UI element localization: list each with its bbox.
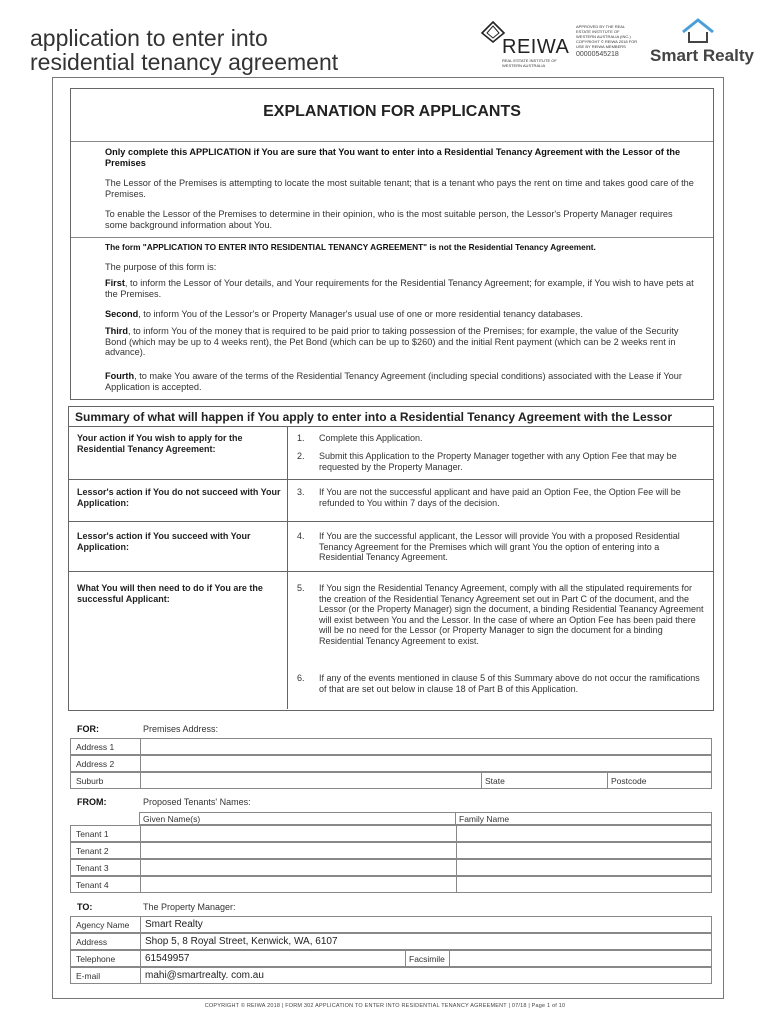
approval-code: 0000054521​8 (576, 51, 619, 58)
tenant-label: Tenant 3 (76, 863, 109, 873)
summary-table (68, 406, 714, 711)
approval-notice (576, 24, 640, 57)
summary-row-label: Lessor's action if You do not succeed with Your Application: (77, 487, 281, 508)
summary-item-number: 4. (297, 531, 305, 541)
purpose-second-label: Second (105, 309, 139, 319)
address1-row (70, 738, 712, 755)
field-divider (140, 756, 141, 771)
summary-heading: Summary of what will happen if You apply to enter into a Residential Tenancy Agreement with the Lessor (69, 407, 713, 427)
field-divider (140, 739, 141, 754)
address-label: Address (76, 937, 108, 947)
document-title (30, 26, 338, 74)
telephone-label: Telephone (76, 954, 116, 964)
approval-text: APPROVED BY THE REAL ESTATE INSTITUTE OF WESTERN AUSTRALIA (INC.) COPYRIGHT © REIWA 2018 FOR USE BY REIWA MEMBERS (576, 24, 638, 49)
address-field[interactable]: Shop 5, 8 Royal Street, Kenwick, WA, 6107 (145, 936, 338, 947)
agency-field[interactable]: Smart Realty (145, 919, 203, 930)
email-field[interactable]: mahi@smartrealty. com.au (145, 970, 264, 981)
tenants-title: Proposed Tenants' Names: (143, 797, 251, 807)
divider (71, 237, 713, 238)
explanation-para1: The Lessor of the Premises is attempting to locate the most suitable tenant; that is a tenant who pays the rent on time and takes good care of the Premises. (105, 178, 694, 199)
purpose-third-label: Third (105, 326, 128, 336)
purpose-first (105, 278, 695, 299)
email-row (70, 967, 712, 984)
address2-row (70, 755, 712, 772)
reiwa-wordmark: REIWA (502, 36, 570, 58)
field-divider (405, 951, 406, 966)
agency-row (70, 916, 712, 933)
summary-item-number: 6. (297, 673, 305, 683)
summary-item-text: Submit this Application to the Property Manager together with any Option Fee that may be requested by the Property Manager. (319, 451, 677, 472)
smart-realty-logo (650, 18, 754, 68)
row-divider (69, 571, 713, 572)
field-divider (140, 860, 141, 875)
field-divider (140, 917, 141, 932)
purpose-first-label: First (105, 278, 125, 288)
summary-row-label: Lessor's action if You succeed with Your Application: (77, 531, 251, 552)
field-divider (456, 860, 457, 875)
divider (71, 141, 713, 142)
purpose-first-text: , to inform the Lessor of Your details, and Your requirements for the Residential Tenancy Agreement; for example, if You wish to have pets at the Premises. (105, 278, 694, 299)
family-name-header: Family Name (455, 812, 712, 825)
to-label: TO: (77, 902, 93, 912)
purpose-fourth (105, 371, 695, 392)
telephone-field[interactable]: 61549957 (145, 953, 190, 964)
summary-item-number: 1. (297, 433, 305, 443)
field-divider (140, 877, 141, 892)
tenant-row (70, 876, 712, 893)
field-divider (140, 773, 141, 788)
summary-row-label: What You will then need to do if You are the successful Applicant: (77, 583, 263, 604)
suburb-label: Suburb (76, 776, 104, 786)
tenant-row (70, 859, 712, 876)
tenant-label: Tenant 1 (76, 829, 109, 839)
explanation-heading: EXPLANATION FOR APPLICANTS (263, 103, 521, 120)
suburb-row (70, 772, 712, 789)
page-footer: COPYRIGHT © REIWA 2018 | FORM 302 APPLICATION TO ENTER INTO RESIDENTIAL TENANCY AGREEMENT | 07/18 | Page 1 of 10 (204, 1003, 566, 1009)
email-label: E-mail (76, 971, 101, 981)
field-divider (140, 968, 141, 983)
document-title-line1: application to enter into (30, 25, 268, 51)
summary-item-text: If You are the successful applicant, the Lessor will provide You with a proposed Residential Tenancy Agreement for the Premises which will grant You the option of entering into a Residential Tenancy Agreement. (319, 531, 680, 562)
field-divider (449, 951, 450, 966)
explanation-intro: Only complete this APPLICATION if You are sure that You want to enter into a Residential Tenancy Agreement with the Lessor of the Premises (105, 147, 681, 168)
address-row (70, 933, 712, 950)
purpose-fourth-label: Fourth (105, 371, 135, 381)
explanation-para2: To enable the Lessor of the Premises to determine in their opinion, who is the most suitable person, the Lessor's Property Manager requires some background information about You. (105, 209, 673, 230)
field-divider (456, 877, 457, 892)
house-roof-icon (680, 18, 716, 44)
purpose-fourth-text: , to make You aware of the terms of the Residential Tenancy Agreement (including special conditions) associated with the Lease if Your Application is accepted. (105, 371, 682, 392)
summary-item-text: If You are not the successful applicant and have paid an Option Fee, the Option Fee will be refunded to You within 7 days of the decision. (319, 487, 681, 508)
field-divider (140, 843, 141, 858)
summary-item-number: 3. (297, 487, 305, 497)
field-divider (607, 773, 608, 788)
facsimile-label: Facsimile (409, 954, 445, 964)
field-divider (140, 826, 141, 841)
state-label: State (485, 776, 505, 786)
summary-row-label: Your action if You wish to apply for the Residential Tenancy Agreement: (77, 433, 243, 454)
postcode-label: Postcode (611, 776, 647, 786)
manager-title: The Property Manager: (143, 902, 236, 912)
purpose-second-text: , to inform You of the Lessor's or Property Manager's usual use of one or more residential tenancy databases. (138, 309, 583, 319)
tenant-label: Tenant 2 (76, 846, 109, 856)
tenant-label: Tenant 4 (76, 880, 109, 890)
tenant-row (70, 842, 712, 859)
summary-item-number: 5. (297, 583, 305, 593)
row-divider (69, 521, 713, 522)
purpose-second (105, 309, 695, 320)
premises-title: Premises Address: (143, 724, 219, 734)
purpose-third (105, 326, 695, 358)
reiwa-logo (480, 20, 588, 76)
field-divider (456, 826, 457, 841)
document-title-line2: residential tenancy agreement (30, 49, 339, 75)
field-divider (456, 843, 457, 858)
tenant-row (70, 825, 712, 842)
address2-label: Address 2 (76, 759, 115, 769)
for-label: FOR: (77, 724, 99, 734)
purpose-third-text: , to inform You of the money that is required to be paid prior to taking possession of the Premises; for example, the value of the Security Bond (which may be up to 4 weeks rent), the Pet Bond (which can be up to $260) and the initial Rent payment (which can be 2 weeks rent in advance). (105, 326, 679, 357)
explanation-box (70, 88, 714, 400)
from-label: FROM: (77, 797, 107, 807)
column-divider (287, 427, 288, 709)
row-divider (69, 479, 713, 480)
summary-item-text: If any of the events mentioned in clause 5 of this Summary above do not occur the ramifications of that are set out below in clause 18 of Part B of this Application. (319, 673, 700, 694)
address1-label: Address 1 (76, 742, 115, 752)
given-name-header: Given Name(s) (139, 812, 456, 825)
reiwa-subtext: REAL ESTATE INSTITUTE OF WESTERN AUSTRALIA (502, 58, 557, 68)
form-notice: The form "APPLICATION TO ENTER INTO RESIDENTIAL TENANCY AGREEMENT" is not the Residential Tenancy Agreement. (105, 242, 596, 252)
brand-name: Smart Realty (650, 46, 754, 65)
agency-label: Agency Name (76, 920, 130, 930)
field-divider (140, 934, 141, 949)
field-divider (140, 951, 141, 966)
summary-item-text: If You sign the Residential Tenancy Agreement, comply with all the stipulated requirements for the creation of the Residential Tenancy Agreement set out in Part C of the document, and the Lessor (or the Property Manager) sign the document, a binding Residential Teanancy Agreement will exist between You and the Lessor. In the case of where an Option Fee has been paid there will be no need for the Lessor (or Property Manager to sign the document for a binding Residential Tenancy Agreement to exist. (319, 583, 704, 646)
summary-item-number: 2. (297, 451, 305, 461)
purpose-intro: The purpose of this form is: (105, 262, 217, 272)
summary-item-text: Complete this Application. (319, 433, 423, 443)
telephone-row (70, 950, 712, 967)
field-divider (481, 773, 482, 788)
